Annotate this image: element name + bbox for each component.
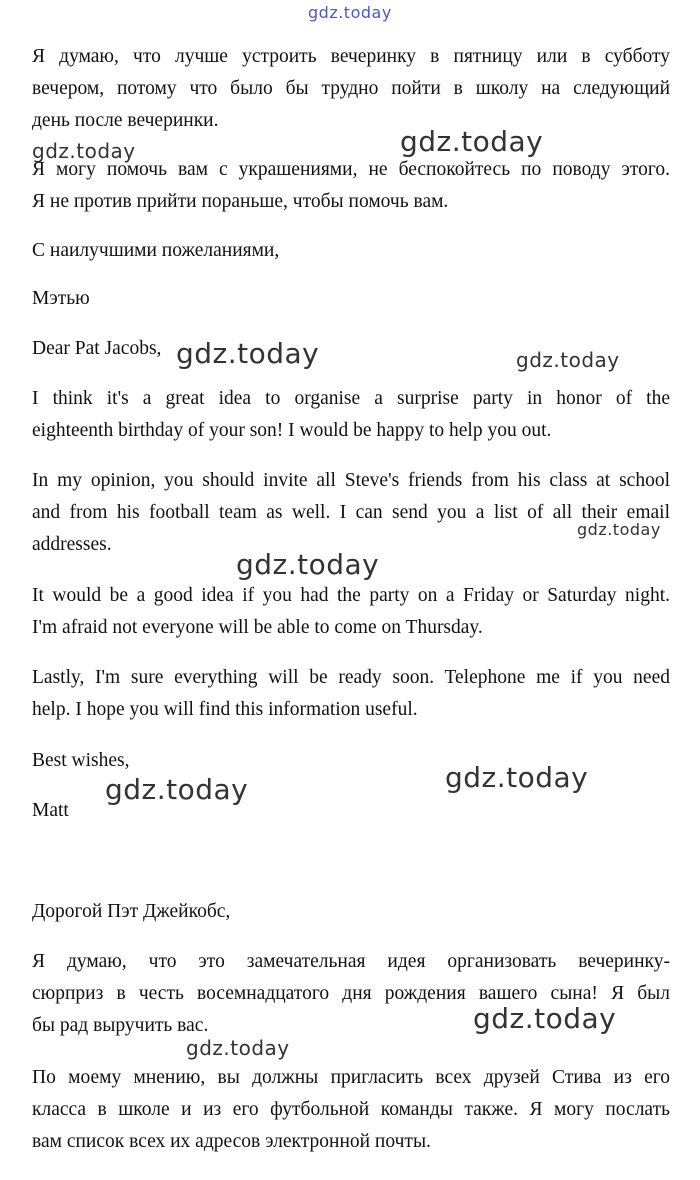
- ru2-p1-line-1: Я думаю, что это замечательная идея организовать вечеринку-: [32, 951, 670, 972]
- watermark: gdz.today: [400, 125, 544, 158]
- en-p4-line-2: help. I hope you will find this information useful.: [32, 699, 418, 720]
- en-p2-line-2: and from his football team as well. I can send you a list of all their email: [32, 502, 670, 523]
- ru2-p2-line-3: вам список всех их адресов электронной почты.: [32, 1131, 431, 1152]
- en-paragraph-4: [32, 662, 670, 726]
- watermark: gdz.today: [236, 548, 380, 581]
- en-signature: Matt: [32, 800, 69, 821]
- watermark: gdz.today: [176, 337, 320, 370]
- ru-p2-line-1: Я могу помочь вам с украшениями, не беспокойтесь по поводу этого.: [32, 159, 670, 180]
- en-p3-line-1: It would be a good idea if you had the party on a Friday or Saturday night.: [32, 585, 670, 606]
- ru-paragraph-2: [32, 154, 670, 218]
- en-p1-line-1: I think it's a great idea to organise a surprise party in honor of the: [32, 388, 670, 409]
- watermark: gdz.today: [516, 348, 620, 372]
- watermark: gdz.today: [105, 773, 249, 806]
- watermark: gdz.today: [186, 1036, 290, 1060]
- ru-p1-line-2: вечером, потому что было бы трудно пойти в школу на следующий: [32, 78, 670, 99]
- watermark-top: gdz.today: [308, 3, 392, 22]
- en-p2-line-1: In my opinion, you should invite all Steve's friends from his class at school: [32, 470, 670, 491]
- watermark: gdz.today: [577, 520, 661, 539]
- en-p2-line-3: addresses.: [32, 534, 112, 555]
- watermark: gdz.today: [473, 1002, 617, 1035]
- en-paragraph-1: [32, 383, 670, 447]
- ru2-p1-line-3: бы рад выручить вас.: [32, 1015, 209, 1036]
- watermark: gdz.today: [445, 761, 589, 794]
- ru2-p2-line-2: класса в школе и из его футбольной команды также. Я могу послать: [32, 1099, 670, 1120]
- en-p3-line-2: I'm afraid not everyone will be able to come on Thursday.: [32, 617, 483, 638]
- ru-closing: С наилучшими пожеланиями,: [32, 240, 280, 261]
- ru2-p1-line-2: сюрприз в честь восемнадцатого дня рождения вашего сына! Я был: [32, 983, 670, 1004]
- ru2-paragraph-2: [32, 1062, 670, 1158]
- ru-p2-line-2: Я не против прийти пораньше, чтобы помочь вам.: [32, 191, 449, 212]
- ru-p1-line-1: Я думаю, что лучше устроить вечеринку в пятницу или в субботу: [32, 46, 670, 67]
- en-p4-line-1: Lastly, I'm sure everything will be ready soon. Telephone me if you need: [32, 667, 670, 688]
- en-greeting: Dear Pat Jacobs,: [32, 338, 162, 359]
- ru-paragraph-1: [32, 41, 670, 137]
- en-paragraph-3: [32, 580, 670, 644]
- ru2-p2-line-1: По моему мнению, вы должны пригласить всех друзей Стива из его: [32, 1067, 670, 1088]
- ru-signature: Мэтью: [32, 288, 90, 309]
- ru-p1-line-3: день после вечеринки.: [32, 110, 219, 131]
- watermark: gdz.today: [32, 139, 136, 163]
- en-closing: Best wishes,: [32, 750, 130, 771]
- en-p1-line-2: eighteenth birthday of your son! I would be happy to help you out.: [32, 420, 552, 441]
- ru2-greeting: Дорогой Пэт Джейкобс,: [32, 901, 231, 922]
- en-paragraph-2: [32, 465, 670, 561]
